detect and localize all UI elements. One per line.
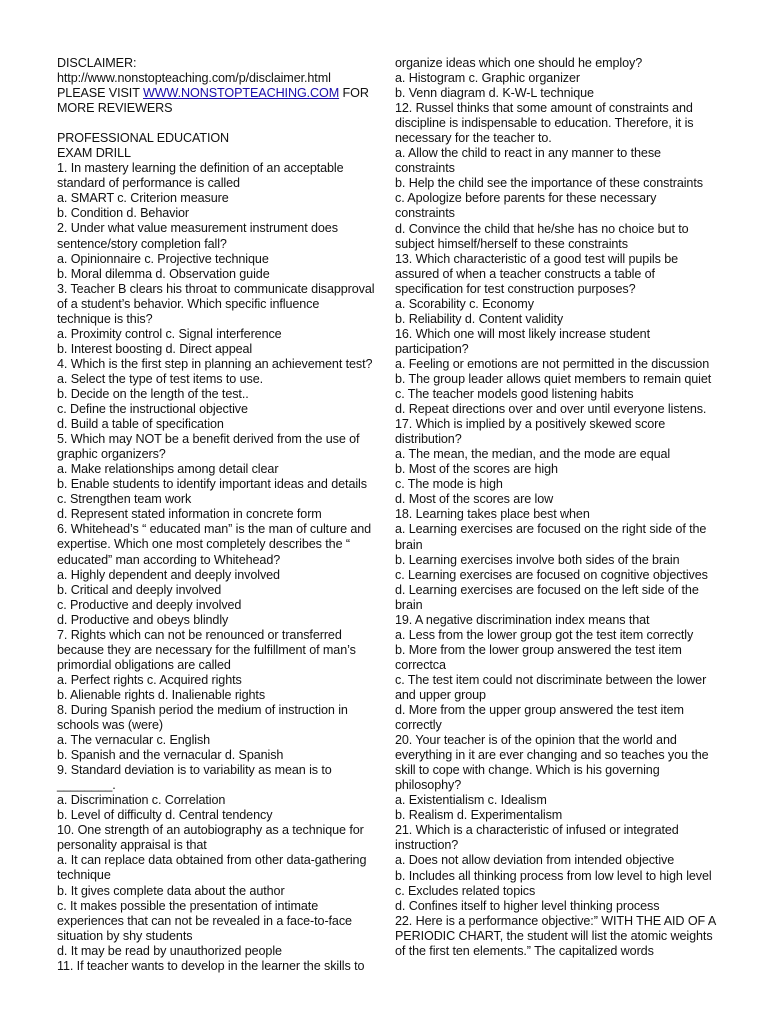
left-text-line: b. Condition d. Behavior: [57, 206, 190, 221]
left-text-line: 2. Under what value measurement instrument does sentence/story completion fall?: [57, 221, 338, 251]
left-text-line: c. Strengthen team work: [57, 492, 192, 507]
right-text-line: b. The group leader allows quiet members to remain quiet: [395, 371, 712, 386]
left-text-line: b. Critical and deeply involved: [57, 582, 222, 597]
left-text-line: 11. If teacher wants to develop in the learner the skills to: [57, 958, 365, 973]
left-text-line: a. It can replace data obtained from other data-gathering technique: [57, 853, 367, 883]
right-text-line: b. Venn diagram d. K-W-L technique: [395, 86, 594, 101]
left-text-line: 4. Which is the first step in planning an achievement test?: [57, 356, 373, 371]
right-text-line: d. Convince the child that he/she has no choice but to subject himself/herself to these constraints: [395, 221, 689, 251]
right-text-line: a. Histogram c. Graphic organizer: [395, 71, 580, 86]
right-text-line: a. Does not allow deviation from intended objective: [395, 853, 675, 868]
right-text-line: 18. Learning takes place best when: [395, 507, 590, 522]
left-text-line: b. It gives complete data about the author: [57, 883, 285, 898]
right-text-line: 17. Which is implied by a positively skewed score distribution?: [395, 417, 666, 447]
right-text-line: 16. Which one will most likely increase student participation?: [395, 326, 650, 356]
left-text-line: d. It may be read by unauthorized people: [57, 943, 282, 958]
left-text-line: c. It makes possible the presentation of intimate experiences that can not be revealed in a face-to-face situation by shy students: [57, 898, 352, 943]
right-text-line: 13. Which characteristic of a good test will pupils be assured of when a teacher constructs a table of specification for test construction purposes?: [395, 251, 678, 296]
left-text-line: a. Opinionnaire c. Projective technique: [57, 251, 269, 266]
left-text-line: b. Moral dilemma d. Observation guide: [57, 266, 270, 281]
left-column: [57, 56, 375, 974]
right-text-line: b. Most of the scores are high: [395, 462, 558, 477]
right-text-line: a. Feeling or emotions are not permitted in the discussion: [395, 356, 710, 371]
right-text-line: b. Help the child see the importance of these constraints: [395, 176, 703, 191]
left-text-line: d. Productive and obeys blindly: [57, 612, 229, 627]
left-text-line: a. Highly dependent and deeply involved: [57, 567, 280, 582]
left-text-line: a. Discrimination c. Correlation: [57, 793, 226, 808]
left-text-line: 9. Standard deviation is to variability as mean is to ________.: [57, 763, 332, 793]
doc-title: PROFESSIONAL EDUCATION: [57, 131, 230, 146]
right-text-line: 20. Your teacher is of the opinion that the world and everything in it are ever changing and so teaches you the skill to cope with change. Which is his governing philosophy?: [395, 733, 709, 793]
right-text-line: organize ideas which one should he employ?: [395, 56, 643, 70]
more-reviewers: MORE REVIEWERS: [57, 101, 173, 116]
left-text-line: b. Spanish and the vernacular d. Spanish: [57, 748, 284, 763]
right-text-line: a. Allow the child to react in any manner to these constraints: [395, 146, 661, 176]
visit-line: [57, 86, 375, 101]
right-text-line: c. The test item could not discriminate between the lower and upper group: [395, 672, 707, 702]
left-text-line: a. SMART c. Criterion measure: [57, 191, 229, 206]
left-text-line: a. Perfect rights c. Acquired rights: [57, 672, 242, 687]
right-text-line: b. Realism d. Experimentalism: [395, 808, 563, 823]
left-text-line: b. Alienable rights d. Inalienable rights: [57, 687, 266, 702]
right-text-line: a. Learning exercises are focused on the right side of the brain: [395, 522, 707, 552]
left-text-line: d. Represent stated information in concrete form: [57, 507, 322, 522]
left-text-line: 10. One strength of an autobiography as a technique for personality appraisal is that: [57, 823, 364, 853]
right-text-line: a. Less from the lower group got the test item correctly: [395, 627, 694, 642]
left-text-line: c. Productive and deeply involved: [57, 597, 242, 612]
left-text-line: 6. Whitehead’s “ educated man” is the man of culture and expertise. Which one most completely describes the “ educated” man according to Whitehead?: [57, 522, 372, 567]
left-text-line: b. Interest boosting d. Direct appeal: [57, 341, 253, 356]
left-text-line: b. Decide on the length of the test..: [57, 386, 249, 401]
right-text-line: d. More from the upper group answered the test item correctly: [395, 703, 684, 733]
left-text-line: a. The vernacular c. English: [57, 733, 211, 748]
right-text-line: a. Existentialism c. Idealism: [395, 793, 547, 808]
right-column: [395, 56, 717, 959]
right-text-line: c. The teacher models good listening habits: [395, 387, 634, 402]
visit-prefix: PLEASE VISIT: [57, 86, 143, 101]
left-text-line: a. Select the type of test items to use.: [57, 371, 264, 386]
right-text-line: d. Confines itself to higher level thinking process: [395, 898, 660, 913]
left-text-line: b. Level of difficulty d. Central tendency: [57, 808, 273, 823]
right-text-line: 22. Here is a performance objective:” WITH THE AID OF A PERIODIC CHART, the student will list the atomic weights of the first ten elements.” The capitalized words: [395, 913, 716, 958]
right-text-line: c. Learning exercises are focused on cognitive objectives: [395, 567, 708, 582]
doc-subtitle: EXAM DRILL: [57, 146, 131, 161]
left-question-list: [57, 161, 375, 974]
right-text-line: a. The mean, the median, and the mode are equal: [395, 447, 671, 462]
right-text-line: b. Learning exercises involve both sides of the brain: [395, 552, 680, 567]
left-text-line: 1. In mastery learning the definition of an acceptable standard of performance is called: [57, 161, 344, 191]
right-text-line: c. The mode is high: [395, 477, 503, 492]
right-text-line: c. Excludes related topics: [395, 883, 536, 898]
visit-suffix: FOR: [339, 86, 369, 101]
disclaimer-heading: DISCLAIMER:: [57, 56, 137, 70]
right-question-list: [395, 56, 717, 959]
left-text-line: 8. During Spanish period the medium of instruction in schools was (were): [57, 702, 348, 733]
right-text-line: 19. A negative discrimination index means that: [395, 612, 650, 627]
right-text-line: b. Includes all thinking process from low level to high level: [395, 868, 712, 883]
right-text-line: b. More from the lower group answered the test item correctca: [395, 642, 682, 672]
right-text-line: c. Apologize before parents for these necessary constraints: [395, 191, 657, 221]
right-text-line: d. Repeat directions over and over until everyone listens.: [395, 402, 707, 417]
left-text-line: 5. Which may NOT be a benefit derived from the use of graphic organizers?: [57, 432, 360, 462]
left-text-line: d. Build a table of specification: [57, 417, 224, 432]
left-text-line: b. Enable students to identify important ideas and details: [57, 477, 367, 492]
spacer: [57, 116, 375, 131]
nonstopteaching-link[interactable]: WWW.NONSTOPTEACHING.COM: [142, 86, 340, 101]
left-text-line: 7. Rights which can not be renounced or transferred because they are necessary for the fulfillment of man’s primordial obligations are called: [57, 627, 356, 672]
right-text-line: d. Most of the scores are low: [395, 492, 554, 507]
right-text-line: 21. Which is a characteristic of infused or integrated instruction?: [395, 823, 679, 853]
left-text-line: 3. Teacher B clears his throat to communicate disapproval of a student’s behavior. Which specific influence technique is this?: [57, 281, 375, 326]
left-text-line: a. Proximity control c. Signal interference: [57, 326, 282, 341]
right-text-line: d. Learning exercises are focused on the left side of the brain: [395, 582, 699, 612]
right-text-line: a. Scorability c. Economy: [395, 296, 534, 311]
right-text-line: 12. Russel thinks that some amount of constraints and discipline is indispensable to education. Therefore, it is necessary for the teacher to.: [395, 101, 694, 146]
left-text-line: c. Define the instructional objective: [57, 402, 248, 417]
right-text-line: b. Reliability d. Content validity: [395, 311, 564, 326]
disclaimer-url: http://www.nonstopteaching.com/p/disclaimer.html: [57, 71, 331, 86]
left-text-line: a. Make relationships among detail clear: [57, 462, 279, 477]
